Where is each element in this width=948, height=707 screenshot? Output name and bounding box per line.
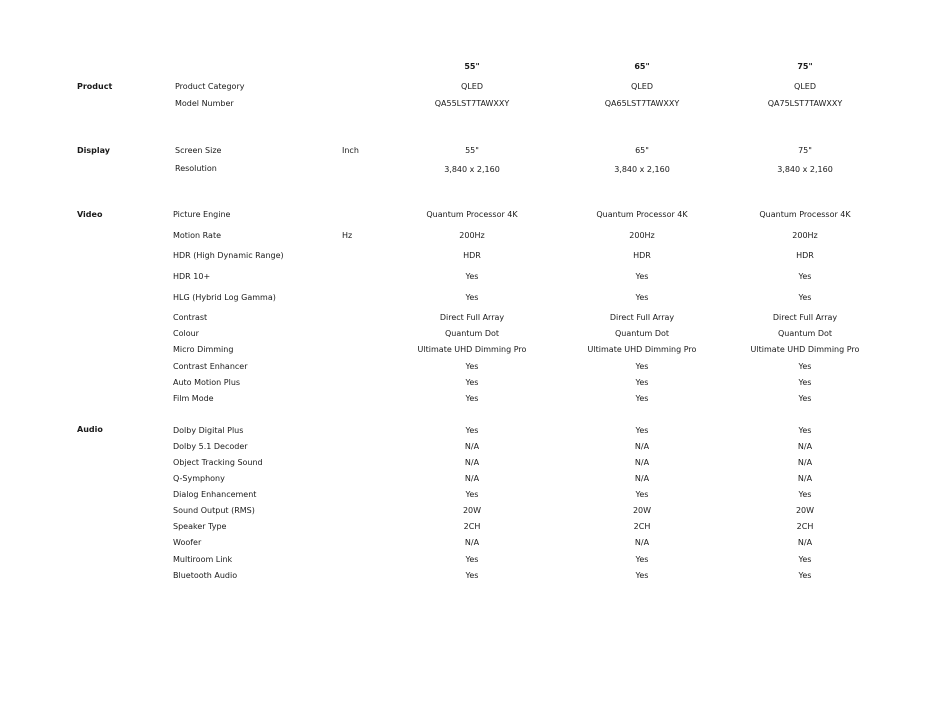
row-label: Model Number [175,99,234,108]
row-value: Ultimate UHD Dimming Pro [587,345,697,354]
row-label: Auto Motion Plus [173,378,241,387]
row-value: Direct Full Array [609,313,675,322]
row-value: 2CH [796,522,814,531]
row-value: 55" [465,146,479,155]
row-value: 20W [462,506,482,515]
column-header-75: 75" [797,62,813,71]
row-value: Yes [635,571,649,580]
row-value: HDR [796,251,814,260]
row-value: Yes [798,272,812,281]
row-value: Quantum Dot [444,329,500,338]
row-value: Yes [635,394,649,403]
column-header-55: 55" [464,62,480,71]
row-value: 3,840 x 2,160 [777,165,833,174]
row-value: 200Hz [629,231,655,240]
row-value: Yes [798,293,812,302]
row-label: Bluetooth Audio [173,571,238,580]
row-value: Quantum Dot [777,329,833,338]
row-value: Yes [798,490,812,499]
row-value: QA55LST7TAWXXY [434,99,510,108]
row-value: Yes [465,426,479,435]
row-label: Woofer [173,538,202,547]
row-label: Product Category [175,82,245,91]
row-value: Ultimate UHD Dimming Pro [750,345,860,354]
row-value: Yes [798,394,812,403]
row-value: N/A [797,538,813,547]
row-value: N/A [464,474,480,483]
row-value: QA75LST7TAWXXY [767,99,843,108]
row-value: Yes [798,378,812,387]
row-unit: Inch [342,146,359,155]
section-title-audio: Audio [77,425,103,434]
row-value: Yes [465,378,479,387]
row-value: 2CH [633,522,651,531]
row-label: Micro Dimming [173,345,234,354]
row-label: Q-Symphony [173,474,225,483]
row-label: Screen Size [175,146,222,155]
row-label: Contrast [173,313,208,322]
row-value: HDR [463,251,481,260]
row-value: Yes [465,293,479,302]
row-value: Yes [635,293,649,302]
row-value: Yes [465,490,479,499]
row-value: Yes [635,426,649,435]
row-label: HDR (High Dynamic Range) [173,251,284,260]
row-value: HDR [633,251,651,260]
row-value: Yes [635,378,649,387]
row-value: N/A [634,538,650,547]
row-value: Yes [635,272,649,281]
row-value: Yes [465,394,479,403]
row-value: 65" [635,146,649,155]
row-value: 20W [632,506,652,515]
row-label: Dolby 5.1 Decoder [173,442,248,451]
row-value: N/A [797,458,813,467]
row-value: 20W [795,506,815,515]
row-value: Direct Full Array [439,313,505,322]
row-label: Picture Engine [173,210,231,219]
row-value: Yes [798,571,812,580]
row-label: Multiroom Link [173,555,233,564]
row-label: Sound Output (RMS) [173,506,255,515]
row-label: Colour [173,329,199,338]
row-value: QLED [461,82,483,91]
row-label: Motion Rate [173,231,222,240]
row-value: Quantum Processor 4K [759,210,851,219]
row-value: Yes [798,362,812,371]
row-value: QLED [631,82,653,91]
row-label: Resolution [175,164,217,173]
row-value: Quantum Dot [614,329,670,338]
row-value: N/A [464,442,480,451]
row-value: Yes [635,490,649,499]
row-value: N/A [464,458,480,467]
section-title-product: Product [77,82,113,91]
section-title-video: Video [77,210,103,219]
section-title-display: Display [77,146,110,155]
row-value: Yes [798,555,812,564]
row-label: Dolby Digital Plus [173,426,244,435]
row-value: N/A [634,474,650,483]
row-label: HDR 10+ [173,272,211,281]
row-value: N/A [797,442,813,451]
row-label: Film Mode [173,394,214,403]
row-value: 200Hz [792,231,818,240]
row-value: Yes [465,272,479,281]
row-label: Dialog Enhancement [173,490,257,499]
row-value: Yes [798,426,812,435]
row-value: QA65LST7TAWXXY [604,99,680,108]
row-label: Object Tracking Sound [173,458,263,467]
row-value: 200Hz [459,231,485,240]
row-value: Yes [465,555,479,564]
column-header-65: 65" [634,62,650,71]
row-label: Speaker Type [173,522,227,531]
row-value: Quantum Processor 4K [426,210,518,219]
row-value: N/A [634,442,650,451]
row-value: Direct Full Array [772,313,838,322]
row-value: Yes [635,555,649,564]
row-unit: Hz [342,231,353,240]
row-value: Yes [635,362,649,371]
row-value: Quantum Processor 4K [596,210,688,219]
row-value: N/A [797,474,813,483]
row-value: Yes [465,362,479,371]
row-value: Ultimate UHD Dimming Pro [417,345,527,354]
row-value: N/A [464,538,480,547]
row-label: HLG (Hybrid Log Gamma) [173,293,276,302]
row-value: N/A [634,458,650,467]
row-value: 2CH [463,522,481,531]
row-value: Yes [465,571,479,580]
row-label: Contrast Enhancer [173,362,248,371]
row-value: QLED [794,82,816,91]
row-value: 3,840 x 2,160 [614,165,670,174]
row-value: 75" [798,146,812,155]
row-value: 3,840 x 2,160 [444,165,500,174]
